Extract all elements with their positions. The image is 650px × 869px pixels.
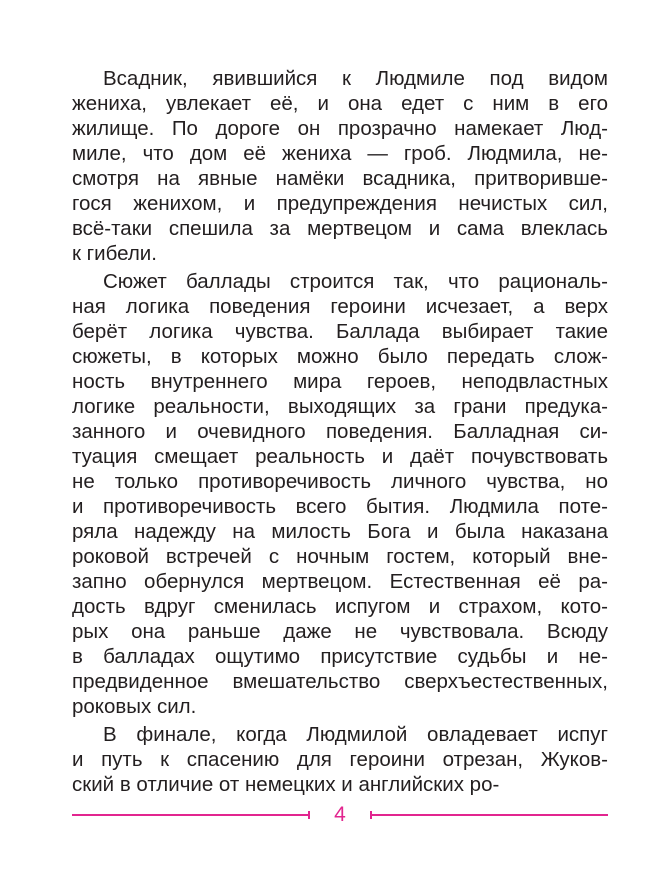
page-footer xyxy=(72,803,608,827)
text-line: занного и очевидного поведения. Балладная си- xyxy=(72,420,608,443)
text-line: в балладах ощутимо присутствие судьбы и не- xyxy=(72,645,608,668)
text-line: миле, что дом её жениха — гроб. Людмила, не- xyxy=(72,142,608,165)
text-line: логике реальности, выходящих за грани предука- xyxy=(72,395,608,418)
text-line: всё-таки спешила за мертвецом и сама влеклась xyxy=(72,217,608,240)
footer-rule-right xyxy=(370,814,608,816)
text-line: к гибели. xyxy=(72,242,157,265)
paragraph xyxy=(72,66,608,266)
text-line: гося женихом, и предупреждения нечистых сил, xyxy=(72,192,608,215)
paragraph xyxy=(72,269,608,719)
text-line: жилище. По дороге он прозрачно намекает Люд- xyxy=(72,117,608,140)
text-line: ность внутреннего мира героев, неподвластных xyxy=(72,370,608,393)
text-line: Всадник, явившийся к Людмиле под видом xyxy=(103,67,608,90)
text-line: сюжеты, в которых можно было передать слож- xyxy=(72,345,608,368)
text-line: дость вдруг сменилась испугом и страхом, кото- xyxy=(72,595,608,618)
text-line: Сюжет баллады строится так, что рациональ- xyxy=(103,270,608,293)
text-line: предвиденное вмешательство сверхъестественных, xyxy=(72,670,608,693)
text-line: берёт логика чувства. Баллада выбирает такие xyxy=(72,320,608,343)
text-line: туация смещает реальность и даёт почувствовать xyxy=(72,445,608,468)
body-text xyxy=(72,66,608,800)
text-line: роковой встречей с ночным гостем, который вне- xyxy=(72,545,608,568)
page-number: 4 xyxy=(334,803,346,826)
text-line: смотря на явные намёки всадника, притворивше- xyxy=(72,167,608,190)
text-line: рых она раньше даже не чувствовала. Всюду xyxy=(72,620,608,643)
text-line: роковых сил. xyxy=(72,695,197,718)
text-line: и противоречивость всего бытия. Людмила поте- xyxy=(72,495,608,518)
text-line: не только противоречивость личного чувства, но xyxy=(72,470,608,493)
footer-rule-left-end xyxy=(308,811,310,819)
text-line: ский в отличие от немецких и английских ро- xyxy=(72,773,500,796)
text-line: ряла надежду на милость Бога и была наказана xyxy=(72,520,608,543)
text-line: В финале, когда Людмилой овладевает испуг xyxy=(103,723,608,746)
text-line: ная логика поведения героини исчезает, а верх xyxy=(72,295,608,318)
text-line: жениха, увлекает её, и она едет с ним в его xyxy=(72,92,608,115)
text-line: и путь к спасению для героини отрезан, Жуков- xyxy=(72,748,608,771)
text-line: запно обернулся мертвецом. Естественная её ра- xyxy=(72,570,608,593)
paragraph xyxy=(72,722,608,797)
footer-rule-left xyxy=(72,814,309,816)
